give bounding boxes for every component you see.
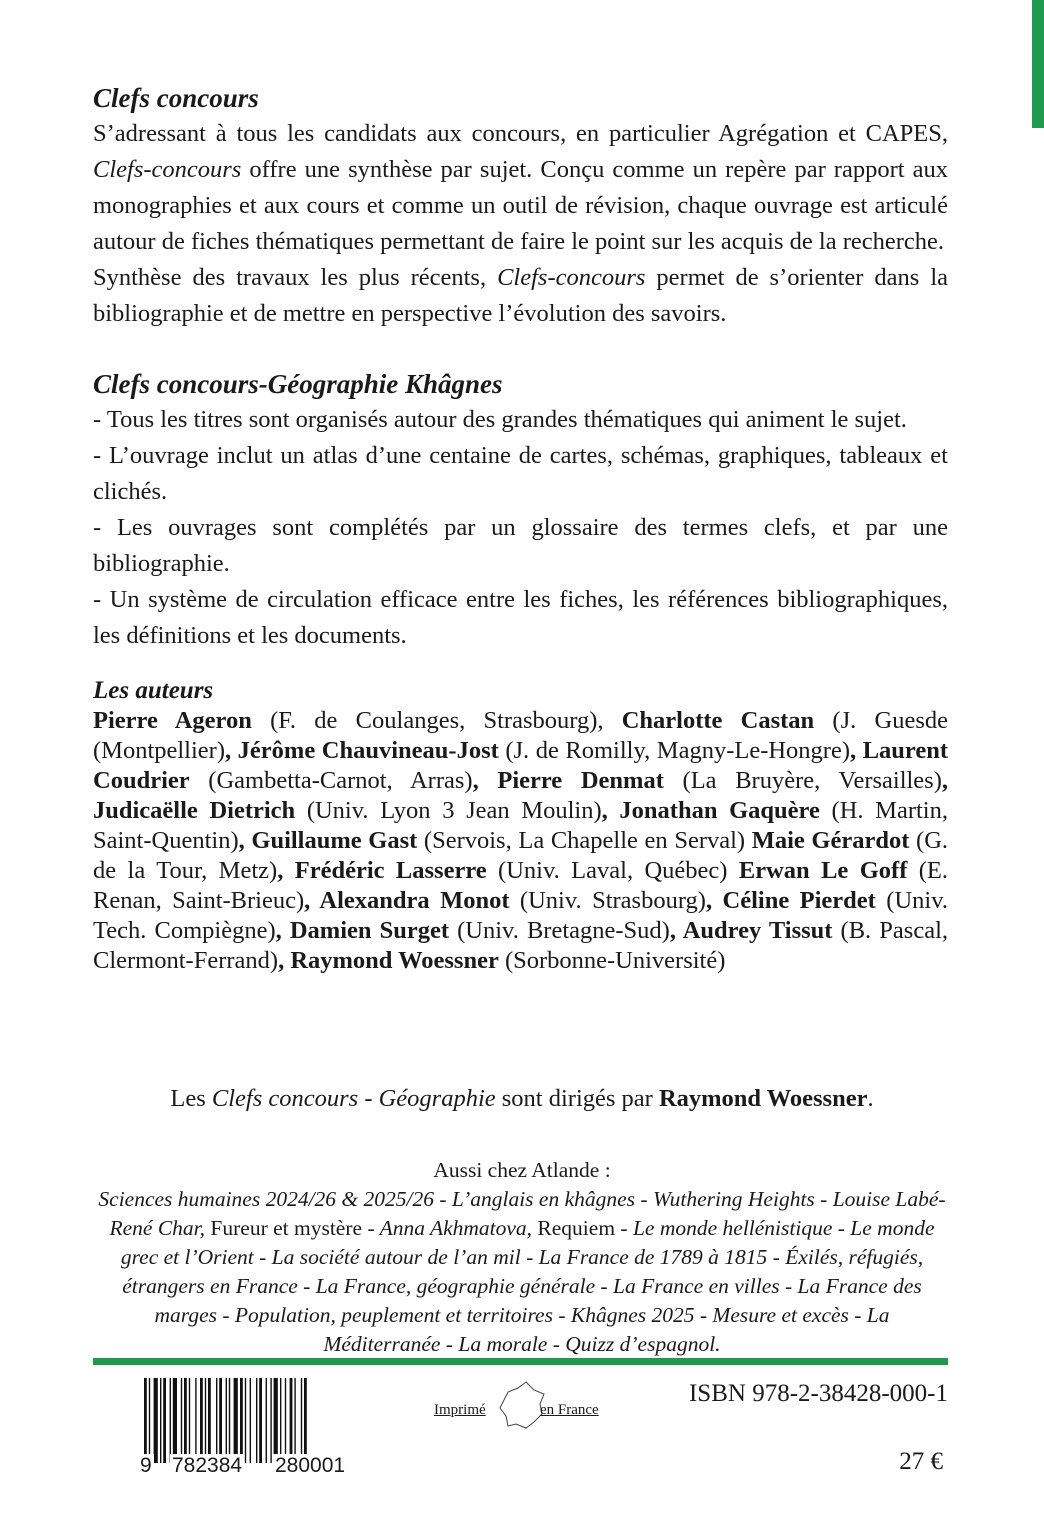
author-name: , Frédéric Lasserre [277, 857, 487, 884]
author-affiliation: (Univ. Bretagne-Sud) [449, 917, 670, 944]
title-italic: - Le monde hellénistique - Le monde grec et l’Orient - La société autour de l’an mil - La France de 1789 à 1815 - Éxilés, réfugiés, étrangers en France - La France, géographie générale - La France en villes - La France des marges - Population, peuplement et territoires - Khâgnes 2025 - Mesure et excès - La Méditerranée - La morale - Quizz d’espagnol. [120, 1216, 935, 1356]
author-name: , Audrey Tissut [669, 917, 833, 944]
also-at-atlande [96, 1156, 948, 1359]
green-divider [93, 1358, 948, 1365]
author-name: , Judicaëlle Dietrich [93, 767, 949, 824]
section-title-clefs-concours: Clefs concours [93, 83, 259, 113]
author-name: Erwan Le Goff [738, 857, 908, 884]
author-affiliation: (J. de Romilly, Magny-Le-Hongre) [498, 737, 851, 764]
feature-item: - L’ouvrage inclut un atlas d’une centaine de cartes, schémas, graphiques, tableaux et clichés. [93, 442, 948, 505]
authors-title: Les auteurs [93, 677, 214, 704]
barcode-digit-prefix: 9 [140, 1454, 152, 1477]
feature-item: - Tous les titres sont organisés autour des grandes thématiques qui animent le sujet. [93, 406, 907, 433]
price: 27 € [899, 1448, 943, 1475]
author-name: , Damien Surget [275, 917, 450, 944]
authors-list [93, 706, 948, 976]
author-affiliation: (B. Pascal, Clermont-Ferrand) [93, 917, 948, 974]
author-name: Charlotte Castan [621, 707, 815, 734]
also-lead: Aussi chez Atlande : [433, 1158, 611, 1182]
author-name: , Raymond Woessner [278, 947, 499, 974]
title-upright: Fureur et mystère [210, 1216, 363, 1240]
author-affiliation: (H. Martin, Saint-Quentin) [93, 797, 948, 854]
intro-paragraph-1: S’adressant à tous les candidats aux concours, en particulier Agrégation et CAPES, Clefs-concours offre une synthèse par sujet. Conçu comme un repère par rapport aux monographies et aux cours et comme un outil de révision, chaque ouvrage est articulé autour de fiches thématiques permettant de faire le point sur les acquis de la recherche. [93, 120, 948, 255]
author-affiliation: (Gambetta-Carnot, Arras) [189, 767, 473, 794]
author-name: , Pierre Denmat [472, 767, 664, 794]
intro-paragraph-2: Synthèse des travaux les plus récents, Clefs-concours permet de s’orienter dans la bibliographie et de mettre en perspective l’évolution des savoirs. [93, 264, 948, 327]
green-accent-bar [1032, 0, 1044, 128]
title-italic: - Anna Akhmatova, [362, 1216, 538, 1240]
author-name: , Laurent Coudrier [93, 737, 949, 794]
author-affiliation: (Univ. Lyon 3 Jean Moulin) [295, 797, 602, 824]
author-name: Pierre Ageron [93, 707, 252, 734]
author-name: , Jonathan Gaquère [601, 797, 820, 824]
en-france-label: en France [540, 1402, 599, 1418]
feature-item: - Un système de circulation efficace entre les fiches, les références bibliographiques, les définitions et les documents. [93, 586, 948, 649]
main-content [93, 80, 948, 976]
barcode-digit-group-1: 782384 [172, 1454, 243, 1477]
barcode-digit-group-2: 280001 [275, 1454, 346, 1477]
author-affiliation: (Servois, La Chapelle en Serval) [417, 827, 752, 854]
author-affiliation: (La Bruyère, Versailles) [663, 767, 942, 794]
author-affiliation: (Univ. Strasbourg) [509, 887, 706, 914]
author-affiliation: (G. de la Tour, Metz) [93, 827, 949, 884]
author-name: , Céline Pierdet [705, 887, 876, 914]
author-name: , Guillaume Gast [238, 827, 418, 854]
author-affiliation: (Univ. Laval, Québec) [486, 857, 739, 884]
author-name: Maie Gérardot [751, 827, 910, 854]
feature-item: - Les ouvrages sont complétés par un glossaire des termes clefs, et par une bibliographie. [93, 514, 948, 577]
author-affiliation: (Univ. Tech. Compiègne) [93, 887, 948, 944]
imprime-label: Imprimé [434, 1402, 486, 1418]
author-name: , Alexandra Monot [304, 887, 510, 914]
isbn: ISBN 978-2-38428-000-1 [688, 1380, 948, 1407]
barcode-digits [140, 1450, 362, 1480]
author-affiliation: (E. Renan, Saint-Brieuc) [93, 857, 949, 914]
author-name: , Jérôme Chauvineau-Jost [225, 737, 499, 764]
author-affiliation: (F. de Coulanges, Strasbourg), [251, 707, 622, 734]
also-titles-list [96, 1185, 948, 1359]
section-title-geographie: Clefs concours-Géographie Khâgnes [93, 369, 503, 399]
author-affiliation: (Sorbonne-Université) [498, 947, 726, 974]
author-affiliation: (J. Guesde (Montpellier) [93, 707, 948, 764]
imprime-en-france-logo [430, 1378, 620, 1438]
title-italic: Sciences humaines 2024/26 & 2025/26 - L’anglais en khâgnes - Wuthering Heights - Louise Labé- René Char, [98, 1187, 946, 1240]
title-upright: Requiem [537, 1216, 616, 1240]
series-director-line: Les Clefs concours - Géographie sont dirigés par Raymond Woessner. [170, 1085, 874, 1112]
